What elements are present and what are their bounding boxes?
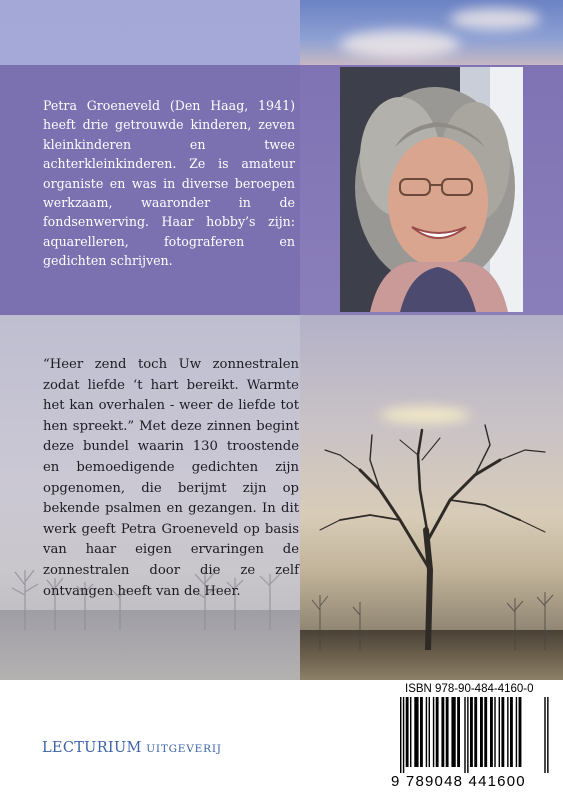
barcode-bar	[480, 697, 483, 767]
barcode-bar	[507, 697, 508, 767]
publisher-name: LECTURIUM	[42, 740, 142, 756]
barcode-bar	[470, 697, 473, 767]
barcode-bar	[410, 697, 411, 767]
barcode-digits: 9 789048 441600	[391, 773, 526, 790]
barcode-guard-bar	[464, 697, 465, 773]
barcode-guard-bar	[544, 697, 545, 773]
barcode-bar	[510, 697, 513, 767]
barcode-guard-bar	[400, 697, 401, 773]
barcode-bar	[436, 697, 439, 767]
publisher-suffix: UITGEVERIJ	[146, 743, 222, 755]
barcode-bar	[519, 697, 522, 767]
author-photo	[340, 67, 523, 312]
barcode-bar	[484, 697, 487, 767]
author-portrait-illustration	[340, 67, 523, 312]
barcode-bar	[499, 697, 500, 767]
barcode-guard-bar	[467, 697, 468, 773]
barcode-bar	[490, 697, 493, 767]
top-band	[0, 0, 300, 65]
sky-top-right	[300, 0, 563, 65]
barcode-bar	[516, 697, 517, 767]
barcode-bar	[406, 697, 409, 767]
barcode	[400, 697, 550, 773]
barcode-bar	[451, 697, 455, 767]
barcode-guard-bar	[403, 697, 404, 773]
isbn-label: ISBN 978-90-484-4160-0	[405, 683, 534, 695]
book-blurb: “Heer zend toch Uw zonnestralen zodat liefde ‘t hart bereikt. Warmte het kan overhalen - weer de liefde tot hen spreekt.” Met deze zinnen begint deze bundel waarin 130 troostende en bemoedigende gedichten zijn opgenomen, die berijmt zijn op bekende psalmen en gezangen. In dit werk geeft Petra Groeneveld op basis van haar eigen ervaringen de zonnestralen door die ze zelf ontvangen heeft van de Heer.	[43, 357, 299, 599]
barcode-bar	[429, 697, 430, 767]
barcode-bar	[501, 697, 504, 767]
barcode-bar	[420, 697, 423, 767]
author-bio: Petra Groeneveld (Den Haag, 1941) heeft drie getrouwde kinderen, zeven kleinkinderen en twee achterkleinkinderen. Ze is amateur organiste en was in diverse beroepen werkzaam, waaronder in de fondsenwerving. Haar hobby’s zijn: aquarelleren, fotograferen en gedichten schrijven.	[43, 98, 295, 269]
tree-illustration	[300, 420, 563, 650]
barcode-bar	[414, 697, 418, 767]
barcode-bar	[426, 697, 427, 767]
barcode-bar	[474, 697, 477, 767]
barcode-bar	[457, 697, 460, 767]
barcode-bar	[494, 697, 495, 767]
barcode-guard-bar	[547, 697, 548, 773]
barcode-bar	[433, 697, 434, 767]
barcode-bar	[446, 697, 449, 767]
barcode-bar	[441, 697, 444, 767]
publisher-logo	[42, 740, 222, 756]
